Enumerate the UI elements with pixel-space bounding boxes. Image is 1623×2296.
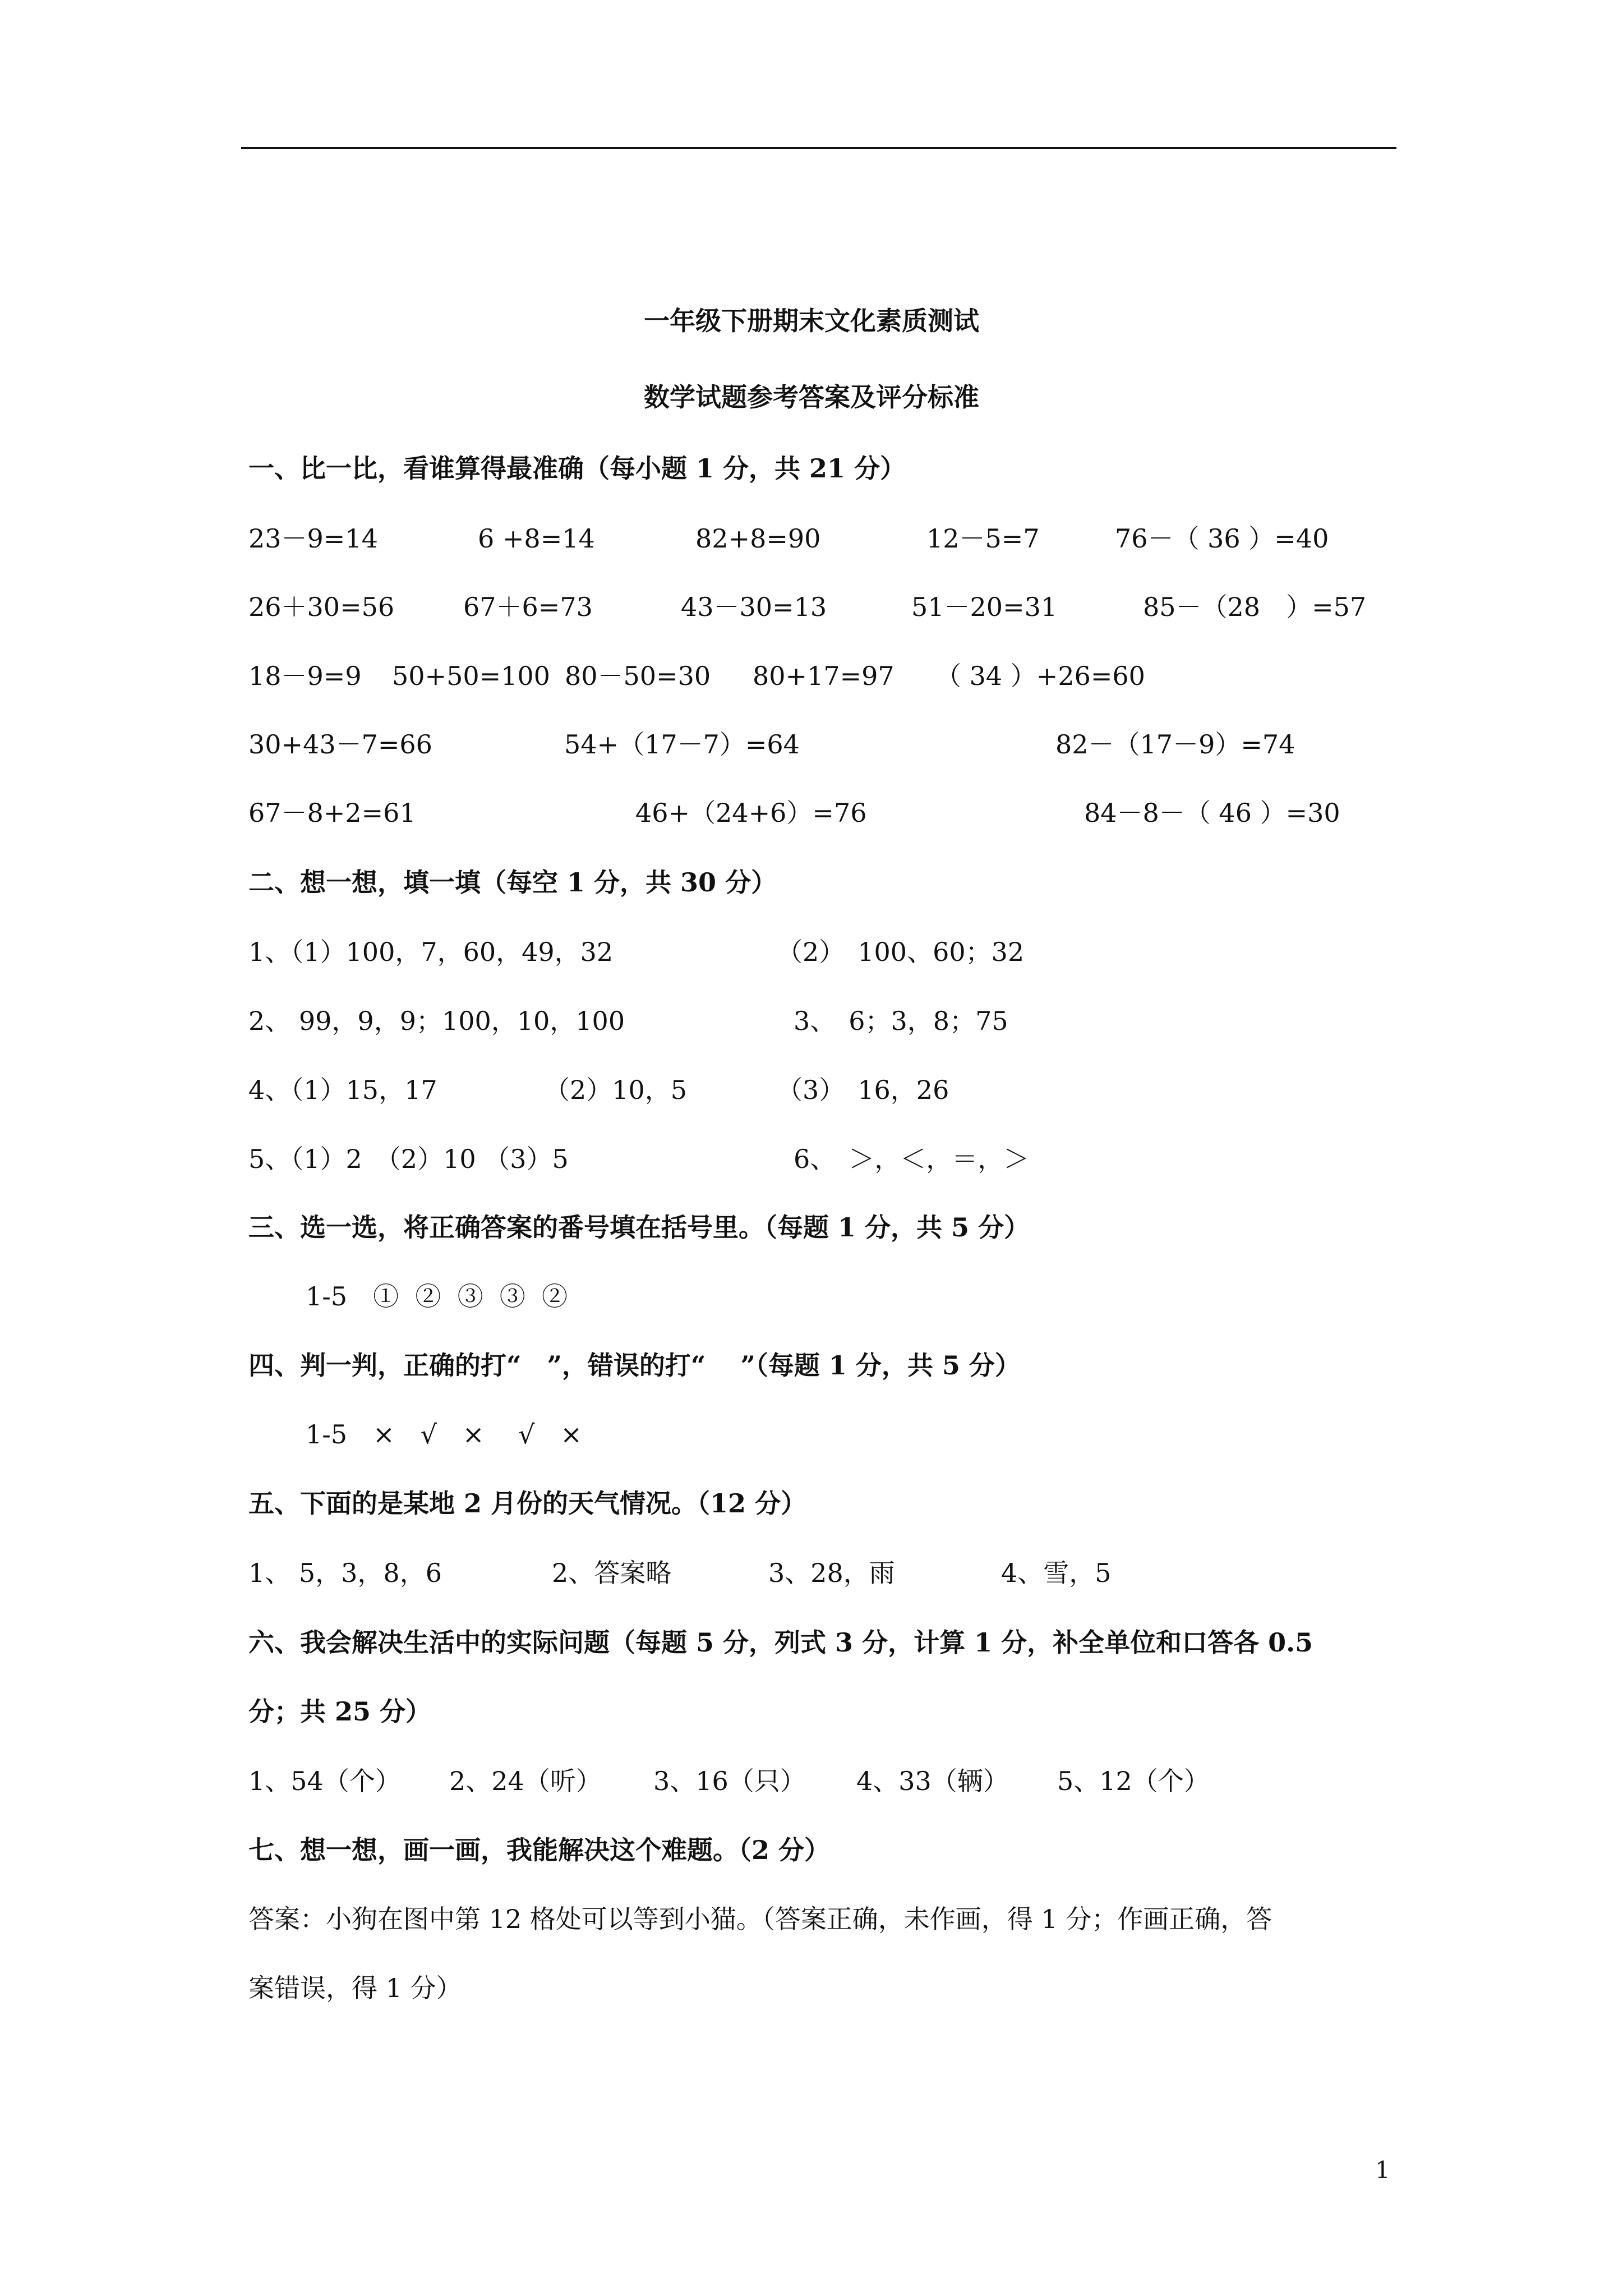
answer-item: 30+43－7=66 <box>248 729 432 760</box>
section-6-heading-cont: 分；共 25 分） <box>248 1696 432 1727</box>
section-3-heading: 三、选一选，将正确答案的番号填在括号里。（每题 1 分，共 5 分） <box>248 1212 1030 1243</box>
answer-item: （3） 16，26 <box>777 1075 949 1105</box>
answer-item: 1、54（个） <box>248 1766 401 1796</box>
answer-item: 5、（1）2 （2）10 （3）5 <box>248 1144 569 1174</box>
section-6-heading: 六、我会解决生活中的实际问题（每题 5 分，列式 3 分，计算 1 分，补全单位和口答各 0.5 <box>248 1627 1313 1658</box>
answer-item: 4、（1）15，17 <box>248 1075 437 1105</box>
section-1-heading: 一、比一比，看谁算得最准确（每小题 1 分，共 21 分） <box>248 453 906 484</box>
answer-item: 43－30=13 <box>681 592 827 622</box>
page-number: 1 <box>1375 2156 1390 2184</box>
answer-item: 5、12（个） <box>1057 1766 1210 1796</box>
answer-item: 51－20=31 <box>911 592 1058 622</box>
answer-item: 82－（17－9）=74 <box>1055 729 1295 760</box>
answer-item: 1、 5，3，8，6 <box>248 1558 442 1588</box>
answer-item: 50+50=100 <box>392 661 550 691</box>
answer-item: 2、24（听） <box>449 1766 602 1796</box>
answer-item: 4、33（辆） <box>856 1766 1009 1796</box>
answer-item: 1、（1）100，7，60，49，32 <box>248 937 614 967</box>
answer-item: 26＋30=56 <box>248 592 395 622</box>
answer-item: 46+（24+6）=76 <box>635 798 867 828</box>
answer-item: （2）10，5 <box>544 1075 688 1105</box>
section-4-heading: 四、判一判，正确的打“ ”，错误的打“ ”（每题 1 分，共 5 分） <box>248 1350 1021 1381</box>
section-2-heading: 二、想一想，填一填（每空 1 分，共 30 分） <box>248 867 777 898</box>
answer-item: （ 34 ）+26=60 <box>935 661 1145 691</box>
answer-item: 3、16（只） <box>653 1766 806 1796</box>
section-7-heading: 七、想一想，画一画，我能解决这个难题。（2 分） <box>248 1835 831 1865</box>
answer-item: 85－（28 ）=57 <box>1143 592 1367 622</box>
section-7-answer: 答案：小狗在图中第 12 格处可以等到小猫。（答案正确，未作画，得 1 分；作画正确，答 <box>248 1904 1272 1934</box>
answer-item: 18－9=9 <box>248 661 362 691</box>
answer-item: 3、28，雨 <box>768 1558 895 1588</box>
section-7-answer-cont: 案错误，得 1 分） <box>248 1973 462 2003</box>
answer-item: 82+8=90 <box>695 523 821 554</box>
answer-item: 23－9=14 <box>248 523 378 554</box>
answer-item: （2） 100、60；32 <box>777 937 1025 967</box>
answer-item: 4、雪，5 <box>1001 1558 1112 1588</box>
answer-item: 3、 6；3，8；75 <box>794 1006 1008 1036</box>
answer-item: 2、 99，9，9；100，10，100 <box>248 1006 625 1036</box>
answer-line: 1-5 × √ × √ × <box>306 1419 582 1450</box>
answer-line: 1-5 ① ② ③ ③ ② <box>306 1281 568 1312</box>
answer-item: 80－50=30 <box>565 661 711 691</box>
answer-item: 54+（17－7）=64 <box>564 729 800 760</box>
answer-item: 67＋6=73 <box>463 592 593 622</box>
section-5-heading: 五、下面的是某地 2 月份的天气情况。（12 分） <box>248 1488 807 1519</box>
answer-item: 84－8－（ 46 ）=30 <box>1084 798 1340 828</box>
answer-item: 12－5=7 <box>926 523 1040 554</box>
answer-item: 6、 ＞，＜，＝，＞ <box>794 1144 1030 1174</box>
answer-item: 2、答案略 <box>552 1558 672 1588</box>
answer-item: 67－8+2=61 <box>248 798 416 828</box>
header-rule <box>241 147 1396 149</box>
answer-item: 80+17=97 <box>753 661 895 691</box>
doc-title: 一年级下册期末文化素质测试 <box>644 306 979 336</box>
doc-subtitle: 数学试题参考答案及评分标准 <box>644 382 979 412</box>
answer-item: 76－（ 36 ）=40 <box>1115 523 1329 554</box>
answer-item: 6 +8=14 <box>478 523 595 554</box>
